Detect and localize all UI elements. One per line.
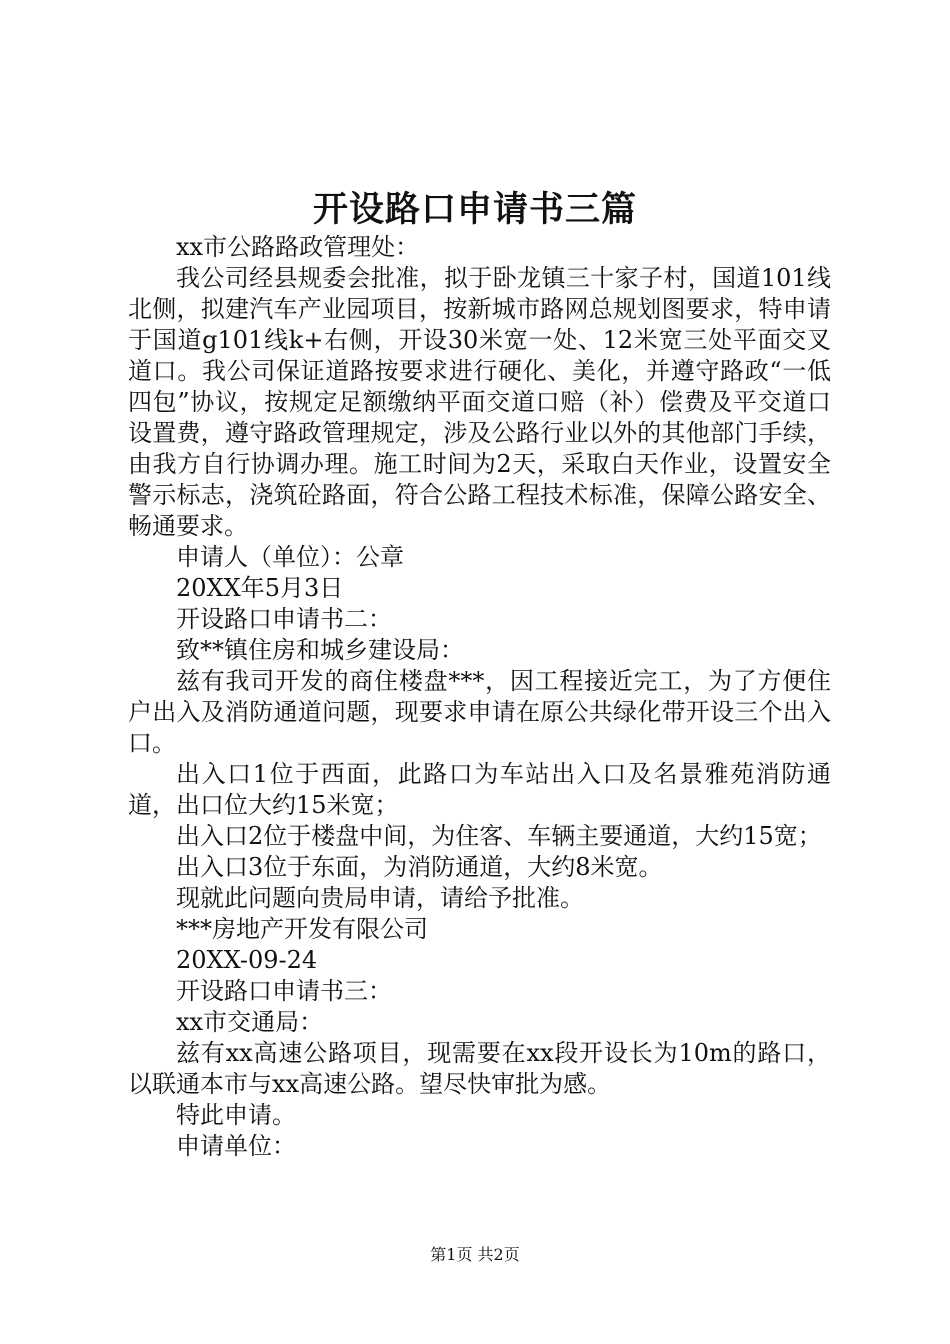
paragraph-applicant-3: 申请单位： (176, 1132, 296, 1160)
document-title: 开设路口申请书三篇 (312, 189, 637, 230)
paragraph-company-2: ***房地产开发有限公司 (176, 915, 428, 943)
paragraph-addressee-1: xx市公路路政管理处： (176, 233, 420, 261)
paragraph-date-1: 20XX年5月3日 (176, 574, 344, 602)
paragraph-addressee-3: xx市交通局： (176, 1008, 324, 1036)
paragraph-application-3: 兹有xx高速公路项目，现需要在xx段开设长为10m的路口，以联通本市与xx高速公路。望尽快审批为感。 (128, 1039, 831, 1098)
paragraph-entrance-1: 出入口1位于西面，此路口为车站出入口及名景雅苑消防通道，出口位大约15米宽； (128, 760, 831, 819)
paragraph-entrance-3: 出入口3位于东面，为消防通道，大约8米宽。 (176, 853, 663, 881)
paragraph-applicant-1: 申请人（单位）：公章 (176, 543, 404, 571)
paragraph-closing-3: 特此申请。 (176, 1101, 296, 1129)
paragraph-request-2: 现就此问题向贵局申请，请给予批准。 (176, 884, 584, 912)
paragraph-application-1: 我公司经县规委会批准，拟于卧龙镇三十家子村，国道101线北侧，拟建汽车产业园项目，按新城市路网总规划图要求，特申请于国道g101线k+右侧，开设30米宽一处、12米宽三处平面交叉道口。我公司保证道路按要求进行硬化、美化，并遵守路政“一低四包”协议，按规定足额缴纳平面交道口赔（补）偿费及平交道口设置费，遵守路政管理规定，涉及公路行业以外的其他部门手续，由我方自行协调办理。施工时间为2天，采取白天作业，设置安全警示标志，浇筑砼路面，符合公路工程技术标准，保障公路安全、畅通要求。 (128, 264, 831, 540)
paragraph-date-2: 20XX-09-24 (176, 946, 318, 974)
paragraph-heading-2: 开设路口申请书二： (176, 605, 392, 633)
paragraph-application-2: 兹有我司开发的商住楼盘***，因工程接近完工，为了方便住户出入及消防通道问题，现要求申请在原公共绿化带开设三个出入口。 (128, 667, 831, 757)
page-footer: 第1页 共2页 (430, 1245, 520, 1264)
paragraph-entrance-2: 出入口2位于楼盘中间，为住客、车辆主要通道，大约15宽； (176, 822, 822, 850)
paragraph-addressee-2: 致**镇住房和城乡建设局： (176, 636, 464, 664)
document-body (128, 232, 831, 1162)
paragraph-heading-3: 开设路口申请书三： (176, 977, 392, 1005)
